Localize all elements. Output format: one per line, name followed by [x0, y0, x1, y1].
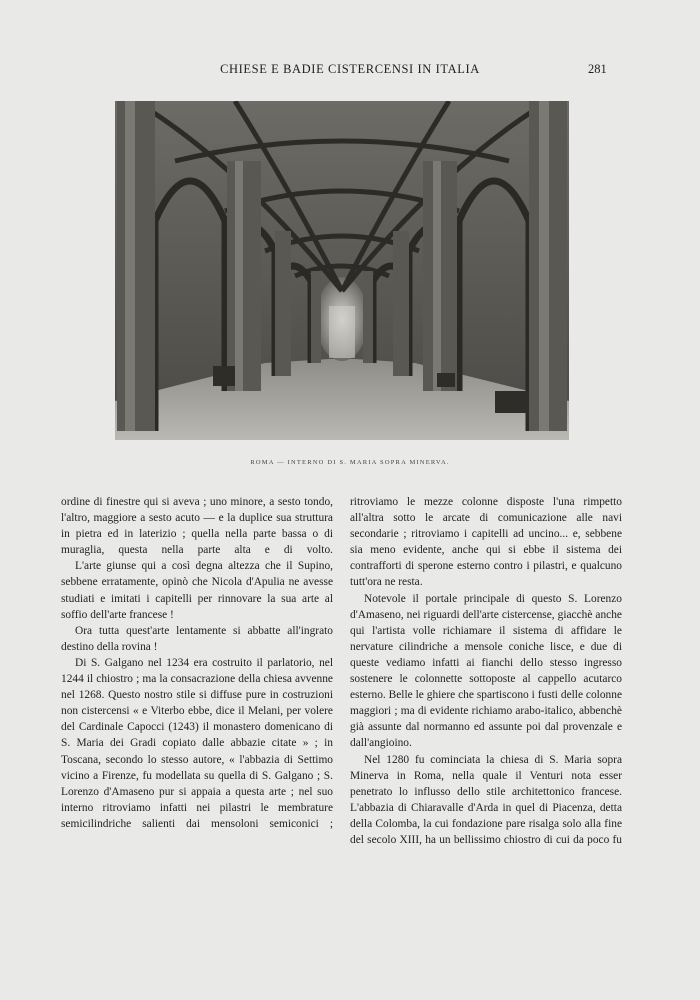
figure-caption: ROMA — INTERNO DI S. MARIA SOPRA MINERVA. [250, 459, 450, 466]
page-number: 281 [588, 62, 607, 76]
paragraph: Ora tutta quest'arte lentamente si abbatte all'ingrato destino della rovina ! [61, 624, 333, 653]
paragraph: ordine di finestre qui si aveva ; uno minore, a sesto tondo, l'altro, maggiore a sesto acuto — e la duplice sua struttura in pietra ed in laterizio ; quella nella parte bassa o di muraglia, questa nella parte alta e di volto. [61, 496, 333, 557]
right-text-column [350, 494, 622, 848]
left-text-column [61, 494, 333, 832]
paragraph: L'arte giunse qui a così degna altezza che il Supino, sebbene erratamente, opinò che Nicola d'Apulia ne avesse studiati e imitati i capitelli per rinnovare la sua arte al soffio dell'arte francese ! [61, 560, 333, 621]
paragraph: Notevole il portale principale di questo S. Lorenzo d'Amaseno, nei riguardi dell'arte cistercense, giacchè anche qui l'artista volle richiamare il sistema di affidare le nervature cilindriche a mensole coniche lisce, e due di queste vediamo infatti ai fianchi dello stesso ingresso sostenere le colonnette sottoposte al cappello acutarco esterno. Belle le ghiere che spartiscono i fusti delle colonne maggiori ; ma di evidente richiamo arabo-italico, abbenchè già assunte dal normanno ed assunte poi dal provenzale e dall'angioino. [350, 592, 622, 750]
paragraph: Di S. Galgano nel 1234 era costruito il parlatorio, nel 1244 il chiostro ; ma la consacrazione della chiesa avvenne nel 1268. Questo nostro stile si diffuse pure in costruzioni non cistercensi « e Viterbo ebbe, dice il Melani, per volere del Cardinale Capocci (1243) il monastero domenicano di S. Maria dei Gradi copiato dalle abbazie citate » ; in Toscana, secondo lo stesso autore, « l'abbazia di Settimo vicino a Firenze, fu modellata su quella di S. Galgano ; S. Lorenzo d'Amaseno pur si appaia a questa arte ; nel suo interno ritroviamo infatti nei pilastri le membrature semicilindriche salienti dai mensoloni semiconici ; [61, 656, 333, 830]
running-header: CHIESE E BADIE CISTERCENSI IN ITALIA [220, 62, 480, 76]
church-interior-photo [115, 101, 569, 440]
paragraph: ritroviamo le mezze colonne disposte l'una rimpetto all'altra sotto le arcate di comunicazione alle navi secondarie ; ritroviamo i capitelli ad uncino... e, sebbene sia meno evidente, anche qui si ebbe il sistema dei contrafforti di sperone esterno contro i pilastri, e qualcuno tutt'ora ne resta. [350, 496, 622, 589]
paragraph: Nel 1280 fu cominciata la chiesa di S. Maria sopra Minerva in Roma, nella quale il Venturi nota esser penetrato lo influsso dello stile architettonico francese. L'abbazia di Chiaravalle d'Arda in quel di Piacenza, detta della Colomba, la cui fondazione pare risalga solo alla fine del secolo XIII, ha un bellissimo chiostro di cui da poco fu [350, 753, 622, 846]
